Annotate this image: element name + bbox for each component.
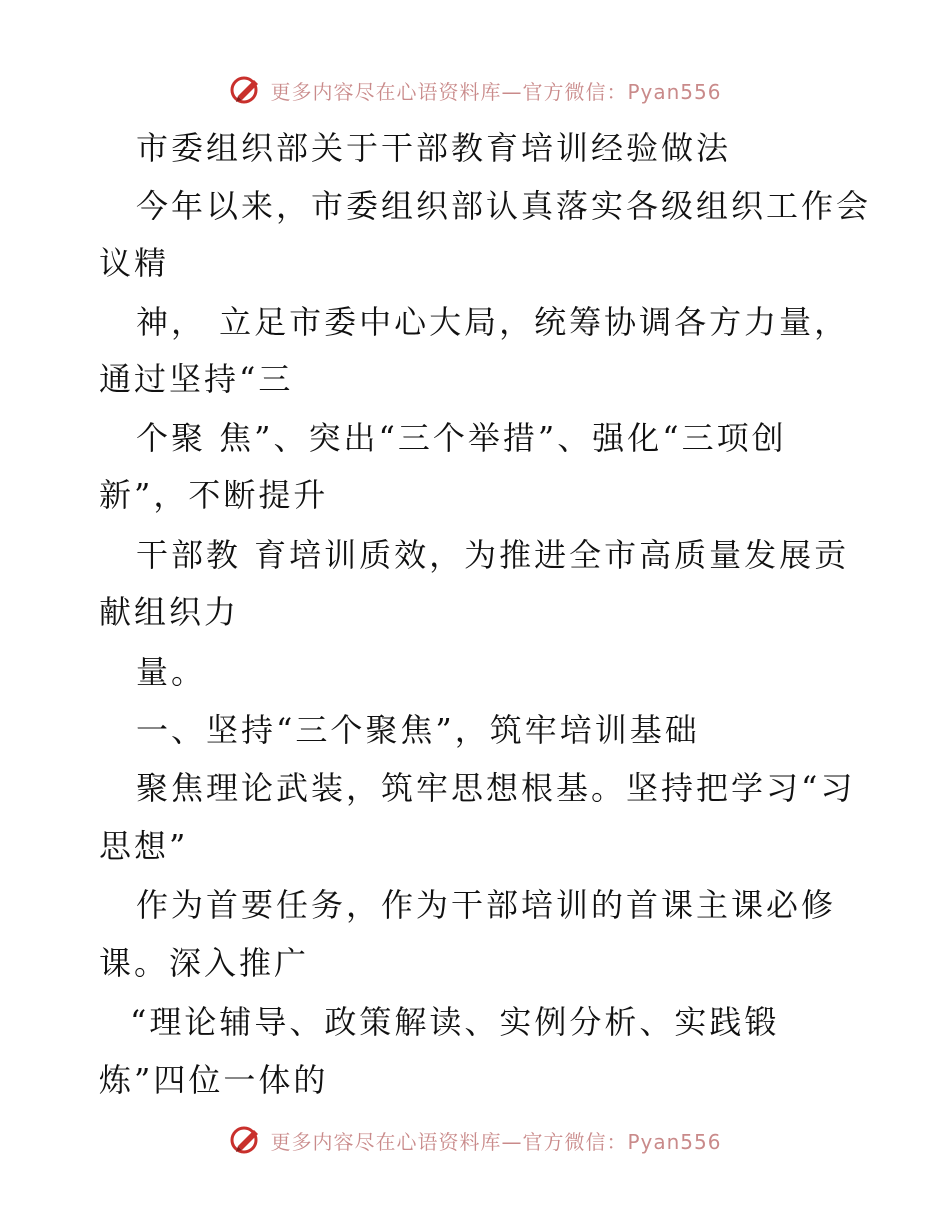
paragraph-line: 新”，不断提升 xyxy=(99,476,329,514)
watermark-footer xyxy=(0,1120,950,1160)
paragraph-line: 炼”四位一体的 xyxy=(99,1061,329,1099)
paragraph-line: 今年以来，市委组织部认真落实各级组织工作会 xyxy=(136,187,872,225)
paragraph-line: 思想” xyxy=(99,827,189,865)
paragraph-line: 作为首要任务，作为干部培训的首课主课必修 xyxy=(136,886,837,924)
paragraph-line: 课。深入推广 xyxy=(99,944,310,982)
section-heading: 一、坚持“三个聚焦”，筑牢培训基础 xyxy=(136,711,700,749)
paragraph-line: “理论辅导、政策解读、实例分析、实践锻 xyxy=(130,1003,780,1041)
paragraph-line: 通过坚持“三 xyxy=(99,360,294,398)
document-title: 市委组织部关于干部教育培训经验做法 xyxy=(136,129,732,167)
watermark-text: 更多内容尽在心语资料库—官方微信：Pyan556 xyxy=(270,79,722,104)
watermark-text: 更多内容尽在心语资料库—官方微信：Pyan556 xyxy=(270,1129,722,1154)
paragraph-line: 个聚 焦”、突出“三个举措”、强化“三项创 xyxy=(136,419,787,457)
paragraph-line: 量。 xyxy=(136,653,207,691)
paragraph-line: 献组织力 xyxy=(99,593,240,631)
paragraph-line: 神， 立足市委中心大局，统筹协调各方力量， xyxy=(136,303,850,341)
paragraph-line: 聚焦理论武装，筑牢思想根基。坚持把学习“习 xyxy=(136,769,856,807)
pen-circle-logo-icon xyxy=(228,1122,264,1158)
paragraph-line: 议精 xyxy=(99,244,170,282)
paragraph-line: 干部教 育培训质效，为推进全市高质量发展贡 xyxy=(136,536,850,574)
